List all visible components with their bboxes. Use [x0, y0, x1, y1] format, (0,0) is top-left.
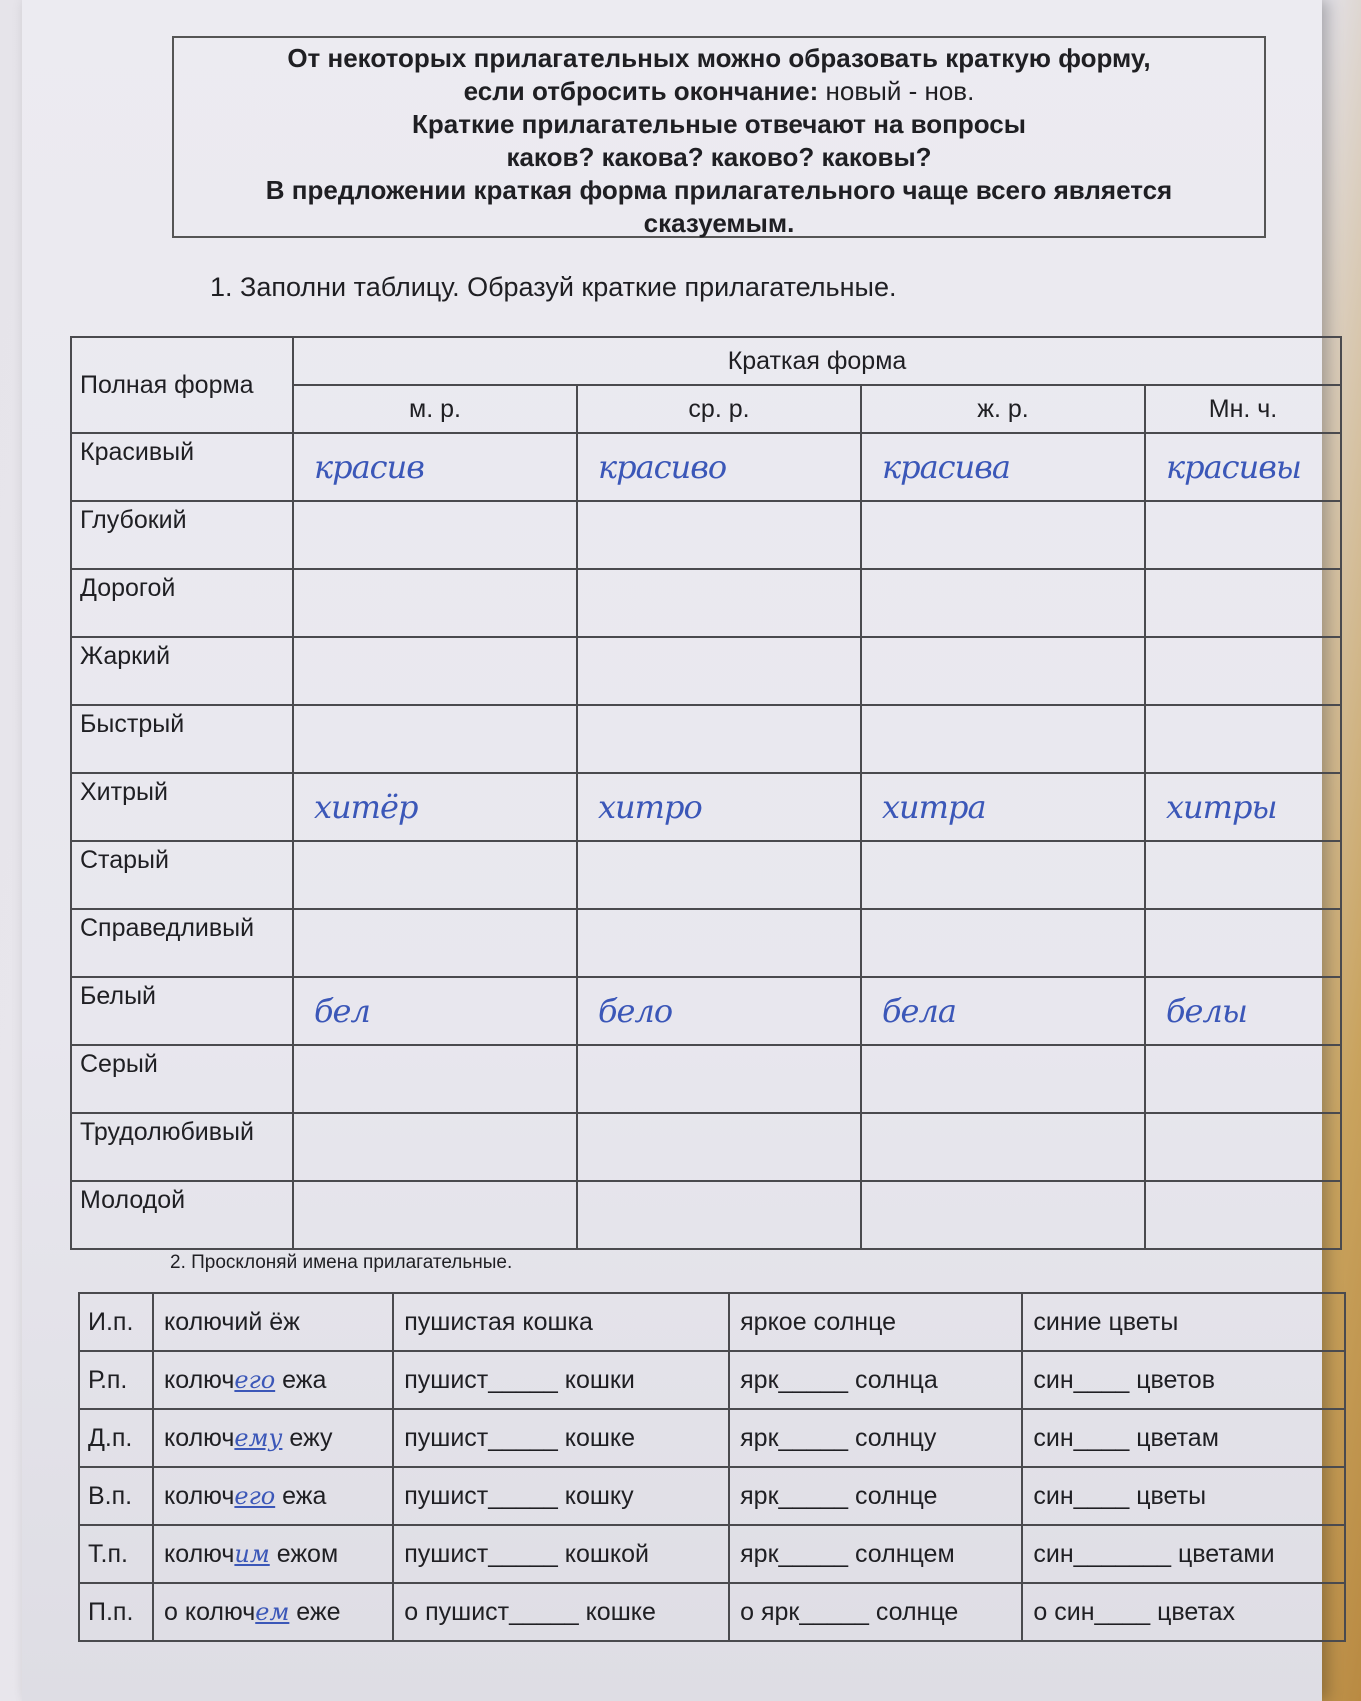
declension-row: [79, 1583, 1345, 1641]
answer-cell[interactable]: хитро: [577, 773, 861, 841]
declension-cell[interactable]: [153, 1409, 393, 1467]
answer-cell[interactable]: [293, 841, 577, 909]
table-row: [71, 909, 1341, 977]
declension-cell: пушист_____ кошки: [393, 1351, 729, 1409]
noun-text: ежу: [282, 1423, 333, 1452]
task1-title: 1. Заполни таблицу. Образуй краткие прилагательные.: [210, 272, 897, 302]
declension-cell: ярк_____ солнцу: [729, 1409, 1022, 1467]
noun-text: еже: [289, 1597, 341, 1626]
table-row: [71, 433, 1341, 501]
case-label: И.п.: [79, 1293, 153, 1351]
answer-cell[interactable]: [1145, 1045, 1341, 1113]
answer-cell[interactable]: [577, 841, 861, 909]
declension-cell[interactable]: [153, 1583, 393, 1641]
case-label: В.п.: [79, 1467, 153, 1525]
full-form-word: Белый: [71, 977, 293, 1045]
answer-cell[interactable]: [1145, 705, 1341, 773]
answer-cell[interactable]: [861, 1181, 1145, 1249]
declension-cell: пушист_____ кошкой: [393, 1525, 729, 1583]
answer-cell[interactable]: [577, 1045, 861, 1113]
answer-cell[interactable]: [577, 1181, 861, 1249]
declension-cell: ярк_____ солнце: [729, 1467, 1022, 1525]
rule-line-4: каков? какова? каково? каковы?: [506, 142, 932, 172]
declension-cell: пушист_____ кошке: [393, 1409, 729, 1467]
handwritten-ending: ему: [234, 1423, 283, 1452]
handwritten-ending: ем: [255, 1597, 290, 1626]
table-row: [71, 841, 1341, 909]
header-plural: Мн. ч.: [1145, 385, 1341, 433]
rule-example: новый - нов.: [818, 76, 975, 106]
answer-cell[interactable]: [1145, 569, 1341, 637]
rule-line-5: В предложении краткая форма прилагательного чаще всего является: [265, 175, 1173, 205]
answer-cell[interactable]: хитра: [861, 773, 1145, 841]
full-form-word: Глубокий: [71, 501, 293, 569]
handwritten-ending: им: [234, 1539, 270, 1568]
case-label: Д.п.: [79, 1409, 153, 1467]
declension-cell: яркое солнце: [729, 1293, 1022, 1351]
rule-line-3: Краткие прилагательные отвечают на вопросы: [412, 109, 1026, 139]
answer-cell[interactable]: [861, 637, 1145, 705]
declension-row: [79, 1351, 1345, 1409]
declension-cell: син____ цветов: [1022, 1351, 1345, 1409]
answer-cell[interactable]: [861, 569, 1145, 637]
declension-cell: ярк_____ солнцем: [729, 1525, 1022, 1583]
answer-cell[interactable]: [293, 909, 577, 977]
answer-cell[interactable]: [577, 1113, 861, 1181]
answer-cell[interactable]: красивы: [1145, 433, 1341, 501]
full-form-word: Старый: [71, 841, 293, 909]
full-form-word: Молодой: [71, 1181, 293, 1249]
header-short-form: Краткая форма: [293, 337, 1341, 385]
answer-cell[interactable]: [861, 841, 1145, 909]
answer-cell[interactable]: бел: [293, 977, 577, 1045]
full-form-word: Трудолюбивый: [71, 1113, 293, 1181]
answer-cell[interactable]: [1145, 637, 1341, 705]
handwritten-ending: его: [234, 1481, 276, 1510]
answer-cell[interactable]: [293, 501, 577, 569]
worksheet-page: [22, 0, 1322, 1701]
noun-text: ежом: [269, 1539, 339, 1568]
declension-cell: о ярк_____ солнце: [729, 1583, 1022, 1641]
table-row: [71, 705, 1341, 773]
stem-text: о колюч: [164, 1597, 256, 1626]
answer-cell[interactable]: [293, 637, 577, 705]
header-masculine: м. р.: [293, 385, 577, 433]
table-row: [71, 1181, 1341, 1249]
declension-row: [79, 1467, 1345, 1525]
declension-table: [78, 1292, 1346, 1642]
rule-line-2: если отбросить окончание: новый - нов.: [463, 76, 975, 106]
header-full-form: Полная форма: [71, 337, 293, 433]
stem-text: колюч: [164, 1423, 235, 1452]
answer-cell[interactable]: [577, 909, 861, 977]
answer-cell[interactable]: [577, 501, 861, 569]
case-label: Р.п.: [79, 1351, 153, 1409]
noun-text: ежа: [275, 1365, 327, 1394]
full-form-word: Красивый: [71, 433, 293, 501]
answer-cell[interactable]: [861, 909, 1145, 977]
table-row: [71, 569, 1341, 637]
declension-cell: пушистая кошка: [393, 1293, 729, 1351]
rule-line-6: сказуемым.: [643, 208, 795, 238]
declension-cell: син____ цветам: [1022, 1409, 1345, 1467]
full-form-word: Жаркий: [71, 637, 293, 705]
header-feminine: ж. р.: [861, 385, 1145, 433]
declension-cell[interactable]: [153, 1351, 393, 1409]
declension-cell: син____ цветы: [1022, 1467, 1345, 1525]
answer-cell[interactable]: [293, 705, 577, 773]
short-adjectives-table: [70, 336, 1342, 1250]
stem-text: колюч: [164, 1365, 235, 1394]
answer-cell[interactable]: белы: [1145, 977, 1341, 1045]
answer-cell[interactable]: хитёр: [293, 773, 577, 841]
answer-cell[interactable]: [577, 569, 861, 637]
answer-cell[interactable]: красив: [293, 433, 577, 501]
case-label: Т.п.: [79, 1525, 153, 1583]
answer-cell[interactable]: [577, 705, 861, 773]
declension-cell: о син____ цветах: [1022, 1583, 1345, 1641]
answer-cell[interactable]: бела: [861, 977, 1145, 1045]
answer-cell[interactable]: [861, 705, 1145, 773]
rule-line-1: От некоторых прилагательных можно образовать краткую форму,: [287, 43, 1151, 73]
table-row: [71, 773, 1341, 841]
table-row: [71, 637, 1341, 705]
answer-cell[interactable]: [1145, 909, 1341, 977]
full-form-word: Быстрый: [71, 705, 293, 773]
handwritten-ending: его: [234, 1365, 276, 1394]
header-neuter: ср. р.: [577, 385, 861, 433]
answer-cell[interactable]: [1145, 841, 1341, 909]
declension-row: [79, 1293, 1345, 1351]
answer-cell[interactable]: [861, 1113, 1145, 1181]
stem-text: колюч: [164, 1481, 235, 1510]
full-form-word: Дорогой: [71, 569, 293, 637]
declension-cell: пушист_____ кошку: [393, 1467, 729, 1525]
declension-cell[interactable]: [153, 1293, 393, 1351]
answer-cell[interactable]: красива: [861, 433, 1145, 501]
stem-text: колючий ёж: [164, 1307, 300, 1336]
declension-cell[interactable]: [153, 1467, 393, 1525]
answer-cell[interactable]: бело: [577, 977, 861, 1045]
declension-cell: синие цветы: [1022, 1293, 1345, 1351]
declension-row: [79, 1525, 1345, 1583]
declension-cell[interactable]: [153, 1525, 393, 1583]
answer-cell[interactable]: [1145, 1181, 1341, 1249]
declension-row: [79, 1409, 1345, 1467]
answer-cell[interactable]: [1145, 1113, 1341, 1181]
table-row: [71, 977, 1341, 1045]
answer-cell[interactable]: красиво: [577, 433, 861, 501]
task2-title: 2. Просклоняй имена прилагательные.: [170, 1252, 513, 1273]
answer-cell[interactable]: [1145, 501, 1341, 569]
answer-cell[interactable]: [861, 1045, 1145, 1113]
full-form-word: Справедливый: [71, 909, 293, 977]
stem-text: колюч: [164, 1539, 235, 1568]
case-label: П.п.: [79, 1583, 153, 1641]
declension-cell: ярк_____ солнца: [729, 1351, 1022, 1409]
table-row: [71, 501, 1341, 569]
answer-cell[interactable]: [293, 1113, 577, 1181]
answer-cell[interactable]: [577, 637, 861, 705]
noun-text: ежа: [275, 1481, 327, 1510]
answer-cell[interactable]: [293, 1181, 577, 1249]
table-row: [71, 1113, 1341, 1181]
answer-cell[interactable]: [293, 1045, 577, 1113]
full-form-word: Серый: [71, 1045, 293, 1113]
answer-cell[interactable]: хитры: [1145, 773, 1341, 841]
rule-box: [172, 36, 1266, 238]
answer-cell[interactable]: [293, 569, 577, 637]
declension-cell: о пушист_____ кошке: [393, 1583, 729, 1641]
full-form-word: Хитрый: [71, 773, 293, 841]
table-row: [71, 1045, 1341, 1113]
answer-cell[interactable]: [861, 501, 1145, 569]
declension-cell: син_______ цветами: [1022, 1525, 1345, 1583]
